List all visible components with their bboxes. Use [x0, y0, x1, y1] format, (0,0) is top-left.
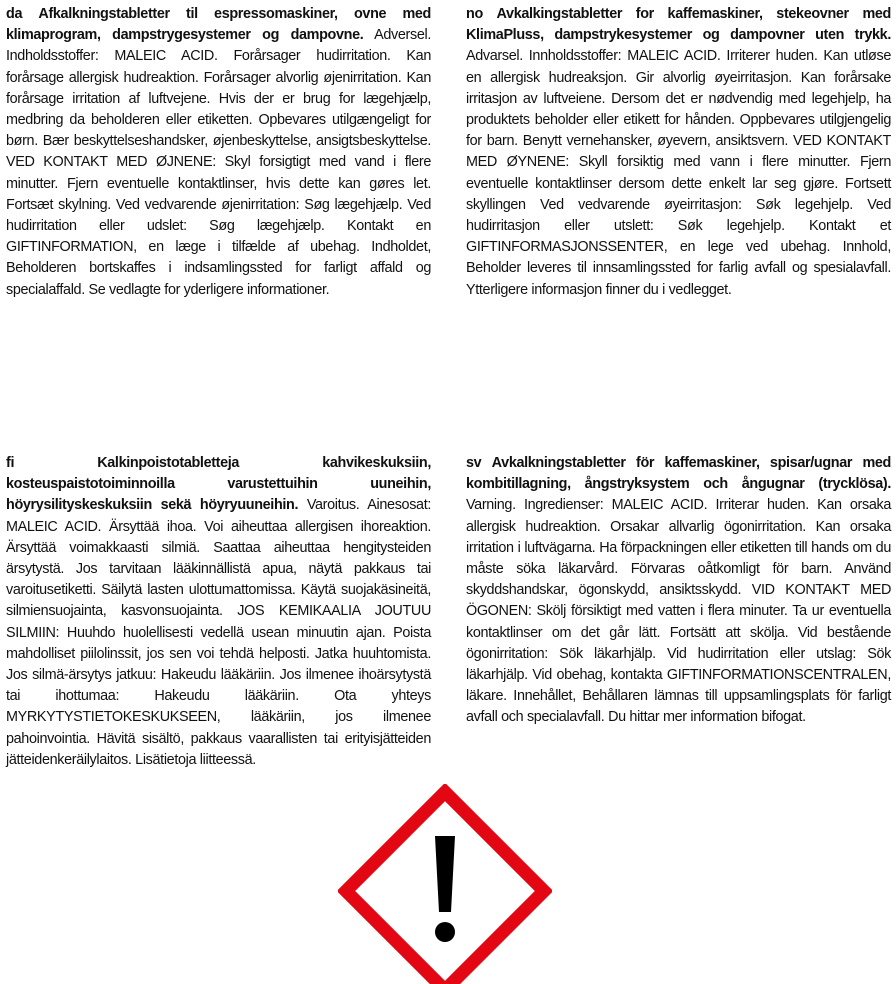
exclamation-mark-dot: [435, 922, 455, 942]
language-code: fi: [6, 455, 15, 471]
language-code: da: [6, 6, 23, 22]
section-heading: Avkalkningstabletter för kaffemaskiner, spisar/ugnar med kombitillagning, ångstryksystem och ångugnar (trycklösa).: [466, 455, 891, 493]
section-body: Adversel. Indholdsstoffer: MALEIC ACID. Forårsager hudirritation. Kan forårsage allergisk hudreaktion. Forårsager alvorlig øjenirritation. Kan forårsage irritation af luftvejene. Hvis der er brug for lægehjælp, medbring da beholderen eller etiketten. Opbevares utilgængeligt for børn. Bær beskyttelseshandsker, øjenbeskyttelse, ansigtsbeskyttelse. VED KONTAKT MED ØJNENE: Skyl forsigtigt med vand i flere minutter. Fjern eventuelle kontaktlinser, hvis dette kan gøres let. Fortsæt skylning. Ved vedvarende øjenirritation: Søg lægehjælp. Ved hudirritation eller udslet: Søg lægehjælp. Kontakt en GIFTINFORMATION, en læge i tilfælde af ubehag. Indholdet, Beholderen bortskaffes i indsamlingssted for farligt affald og specialaffald. Se vedlagte for yderligere informationer.: [6, 27, 431, 298]
language-code: no: [466, 6, 483, 22]
section-fi: [6, 453, 431, 771]
section-heading: Avkalkingstabletter for kaffemaskiner, stekeovner med KlimaPluss, dampstrykesystemer og dampovner uten trykk.: [466, 6, 891, 44]
section-heading: Kalkinpoistotabletteja kahvikeskuksiin, kosteuspaistotoiminnoilla varustettuihin uuneihin, höyrysilityskeskuksiin sekä höyryuuneihin.: [6, 455, 431, 514]
section-heading: Afkalkningstabletter til espressomaskiner, ovne med klimaprogram, dampstrygesystemer og dampovne.: [6, 6, 431, 44]
section-no: [466, 4, 891, 301]
section-da: [6, 4, 431, 301]
exclamation-mark-hazard-icon: [338, 784, 552, 984]
section-sv: [466, 453, 891, 729]
section-body: Varoitus. Ainesosat: MALEIC ACID. Ärsyttää ihoa. Voi aiheuttaa allergisen ihoreaktion. Ärsyttää voimakkaasti silmiä. Saattaa aiheuttaa hengitysteiden ärsytystä. Jos tarvitaan lääkinnällistä apua, näytä pakkaus tai varoitusetiketti. Säilytä lasten ulottumattomissa. Käytä suojakäsineitä, silmiensuojainta, kasvonsuojainta. JOS KEMIKAALIA JOUTUU SILMIIN: Huuhdo huolellisesti vedellä usean minuutin ajan. Poista mahdolliset piilolinssit, jos sen voi tehdä helposti. Jatka huuhtomista. Jos silmä-ärsytys jatkuu: Hakeudu lääkäriin. Jos ilmenee ihoärsytystä tai ihottumaa: Hakeudu lääkäriin. Ota yhteys MYRKYTYSTIETOKESKUKSEEN, lääkäriin, jos ilmenee pahoinvointia. Hävitä sisältö, pakkaus vaarallisten tai erityisjätteiden jätteidenkeräilylaitos. Lisätietoja liitteessä.: [6, 497, 431, 768]
section-body: Advarsel. Innholdsstoffer: MALEIC ACID. Irriterer huden. Kan utløse en allergisk hudreaksjon. Gir alvorlig øyeirritasjon. Kan forårsake irritasjon av luftveiene. Dersom det er nødvendig med legehjelp, ha produktets beholder eller etikett for hånden. Oppbevares utilgjengelig for barn. Benytt vernehansker, øyevern, ansiktsvern. VED KONTAKT MED ØYNENE: Skyll forsiktig med vann i flere minutter. Fjern eventuelle kontaktlinser dersom dette enkelt lar seg gjøre. Fortsett skyllingen Ved vedvarende øyeirritasjon: Søk legehjelp. Ved hudirritasjon eller utslett: Søk legehjelp. Kontakt et GIFTINFORMASJONSSENTER, en lege ved ubehag. Innhold, Beholder leveres til innsamlingssted for farlig avfall og spesialavfall. Ytterligere informasjon finner du i vedlegget.: [466, 48, 891, 298]
language-code: sv: [466, 455, 482, 471]
section-body: Varning. Ingredienser: MALEIC ACID. Irriterar huden. Kan orsaka allergisk hudreaktion. Orsakar allvarlig ögonirritation. Kan orsaka irritation i luftvägarna. Ha förpackningen eller etiketten till hands om du måste söka läkarvård. Förvaras oåtkomligt för barn. Använd skyddshandskar, ögonskydd, ansiktsskydd. VID KONTAKT MED ÖGONEN: Skölj försiktigt med vatten i flera minuter. Ta ur eventuella kontaktlinser om det går lätt. Fortsätt att skölja. Vid bestående ögonirritation: Sök läkarhjälp. Vid hudirritation eller utslag: Sök läkarhjälp. Vid obehag, kontakta GIFTINFORMATIONSCENTRALEN, läkare. Innehållet, Behållaren lämnas till uppsamlingsplats för farligt avfall och specialavfall. Du hittar mer information bifogat.: [466, 497, 891, 726]
